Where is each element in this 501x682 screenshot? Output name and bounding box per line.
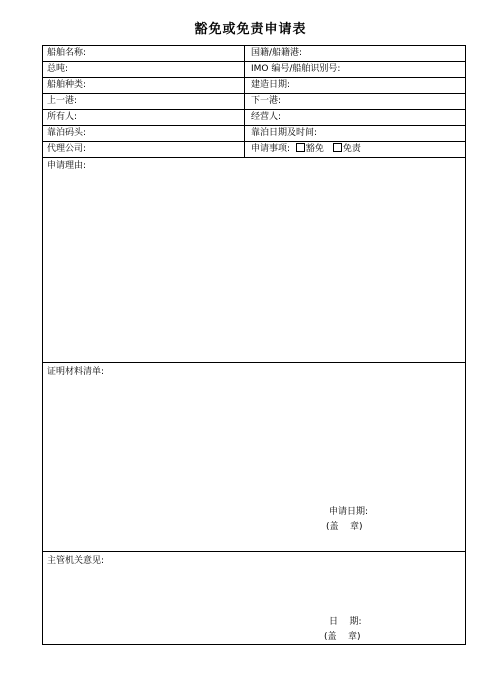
row-ship-name xyxy=(43,46,465,62)
immunity-label: 免责 xyxy=(342,144,361,154)
application-items-label: 申请事项: xyxy=(251,144,291,154)
row-gross-tonnage xyxy=(43,62,465,78)
reason-label: 申请理由: xyxy=(47,161,87,171)
field-operator[interactable]: 经营人: xyxy=(251,112,282,122)
authority-section[interactable] xyxy=(43,552,465,645)
exemption-label: 豁免 xyxy=(305,144,324,154)
form-title: 豁免或免责申请表 xyxy=(194,22,307,37)
field-berth[interactable]: 靠泊码头: xyxy=(43,126,245,141)
field-ship-name[interactable]: 船舶名称: xyxy=(43,46,245,61)
field-application-items xyxy=(245,142,465,157)
authority-date-label: 日 期: xyxy=(329,617,362,627)
row-owner xyxy=(43,110,465,126)
application-form xyxy=(42,45,466,645)
field-previous-port[interactable]: 上一港: xyxy=(43,94,245,109)
immunity-checkbox[interactable] xyxy=(333,143,342,152)
reason-section[interactable] xyxy=(43,158,465,363)
row-berth xyxy=(43,126,465,142)
authority-seal-label: (盖 章) xyxy=(324,632,361,642)
field-next-port[interactable]: 下一港: xyxy=(251,96,282,106)
field-nationality-port[interactable]: 国籍/船籍港: xyxy=(251,48,303,58)
materials-label: 证明材料清单: xyxy=(47,367,105,377)
authority-label: 主管机关意见: xyxy=(47,556,105,566)
field-berthing-datetime[interactable]: 靠泊日期及时间: xyxy=(251,128,318,138)
field-build-date[interactable]: 建造日期: xyxy=(251,80,291,90)
field-imo-number[interactable]: IMO 编号/船舶识别号: xyxy=(251,64,341,74)
field-owner[interactable]: 所有人: xyxy=(43,110,245,125)
field-gross-tonnage[interactable]: 总吨: xyxy=(43,62,245,77)
field-agent-company[interactable]: 代理公司: xyxy=(43,142,245,157)
row-previous-port xyxy=(43,94,465,110)
applicant-seal-label: (盖 章) xyxy=(326,522,363,532)
row-agent xyxy=(43,142,465,158)
row-ship-type xyxy=(43,78,465,94)
field-ship-type[interactable]: 船舶种类: xyxy=(43,78,245,93)
materials-section[interactable] xyxy=(43,363,465,552)
exemption-checkbox[interactable] xyxy=(296,143,305,152)
application-date-label: 申请日期: xyxy=(329,507,369,517)
